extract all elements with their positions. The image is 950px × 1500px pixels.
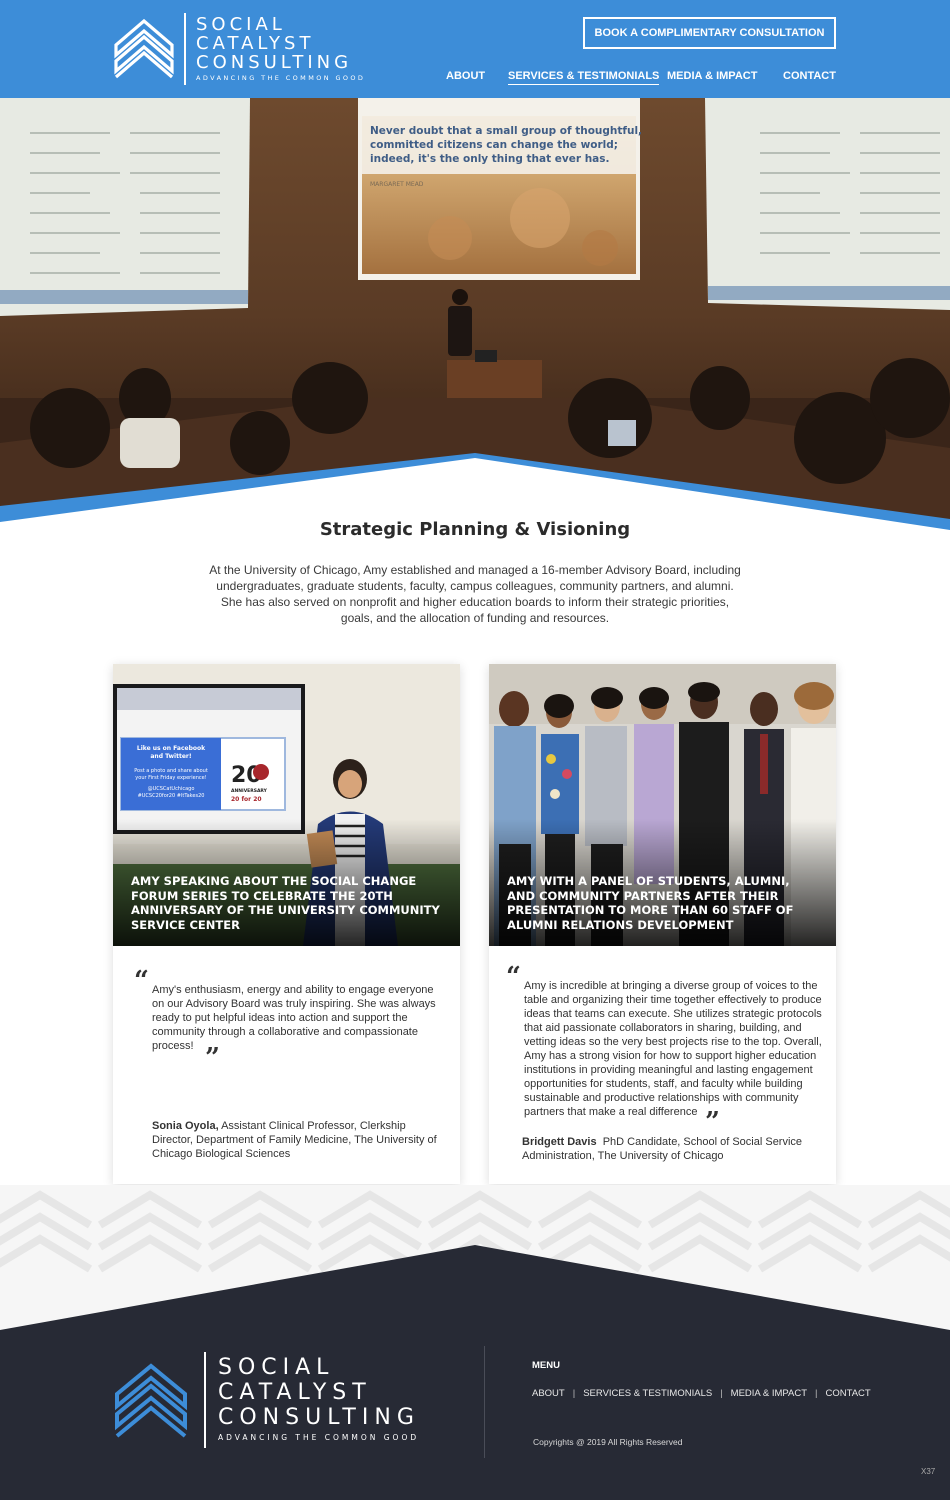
nav-media-impact[interactable]: MEDIA & IMPACT xyxy=(667,70,758,82)
testimonial-card xyxy=(489,664,836,1184)
brand-tagline: ADVANCING THE COMMON GOOD xyxy=(218,1433,420,1442)
menu-separator: | xyxy=(572,1388,576,1399)
nav-about[interactable]: ABOUT xyxy=(446,70,486,82)
author-name: Sonia Oyola, xyxy=(152,1120,219,1132)
right-projection-screen xyxy=(705,98,950,310)
site-header xyxy=(0,0,950,98)
menu-separator: | xyxy=(720,1388,723,1399)
testimonial-quote: Amy's enthusiasm, energy and ability to engage everyone on our Advisory Board was truly inspiring. She was always ready to put helpful ideas into action and support the community through a collaborative and compassionate process! xyxy=(152,984,436,1052)
chevron-logo-icon xyxy=(114,1360,188,1440)
slide-quote-line: committed citizens can change the world; xyxy=(370,139,618,151)
slide-quote-line: Never doubt that a small group of thoughtful, xyxy=(370,125,643,137)
quote-close-icon: ” xyxy=(705,1107,720,1137)
brand-tagline: ADVANCING THE COMMON GOOD xyxy=(196,74,366,82)
card-photo xyxy=(113,664,460,946)
left-projection-screen xyxy=(0,98,250,316)
author-title: Assistant Clinical Professor, Clerkship Director, Department of Family Medicine, The University of Chicago Biological Sciences xyxy=(152,1120,437,1160)
brand-word-catalyst: CATALYST xyxy=(218,1380,372,1405)
brand-word-catalyst: CATALYST xyxy=(196,33,315,54)
footer-logo-divider xyxy=(204,1352,206,1448)
footer-link-contact[interactable]: CONTACT xyxy=(825,1388,871,1399)
brand-word-social: SOCIAL xyxy=(218,1355,335,1380)
quote-close-icon: ” xyxy=(205,1043,220,1073)
lecture-hall-photo xyxy=(0,98,950,534)
footer-menu-title: MENU xyxy=(532,1360,560,1371)
testimonial-author xyxy=(522,1135,822,1163)
testimonial-author xyxy=(152,1119,447,1161)
slide-quote-line: indeed, it's the only thing that ever has. xyxy=(370,153,610,165)
author-name: Bridgett Davis xyxy=(522,1136,597,1148)
section-title: Strategic Planning & Visioning xyxy=(319,519,631,540)
intro-paragraph: At the University of Chicago, Amy established and managed a 16-member Advisory Board, including undergraduates, graduate students, faculty, campus colleagues, community partners, and alumni. She has also served on nonprofit and higher education boards to inform their strategic priorities, goals, and the allocation of funding and resources. xyxy=(209,563,741,625)
speaker-figure xyxy=(452,289,468,305)
quote-open-icon: “ xyxy=(506,962,521,992)
nav-services-testimonials[interactable]: SERVICES & TESTIMONIALS xyxy=(508,70,659,85)
author-title: PhD Candidate, School of Social Service Administration, The University of Chicago xyxy=(522,1136,803,1162)
logo-divider xyxy=(184,13,186,85)
corner-code: X37 xyxy=(921,1467,936,1476)
footer-menu xyxy=(532,1388,871,1399)
book-consultation-button[interactable]: BOOK A COMPLIMENTARY CONSULTATION xyxy=(583,17,836,49)
hero-photo xyxy=(0,98,950,534)
card-photo xyxy=(489,664,836,946)
brand-word-social: SOCIAL xyxy=(196,14,286,35)
footer-divider xyxy=(484,1346,485,1458)
nav-contact[interactable]: CONTACT xyxy=(783,70,836,82)
menu-separator: | xyxy=(815,1388,818,1399)
photo-caption: AMY SPEAKING ABOUT THE SOCIAL CHANGE FORUM SERIES TO CELEBRATE THE 20TH ANNIVERSARY OF THE UNIVERSITY COMMUNITY SERVICE CENTER xyxy=(131,874,440,932)
footer-link-media-impact[interactable]: MEDIA & IMPACT xyxy=(730,1388,808,1399)
footer-link-services-testimonials[interactable]: SERVICES & TESTIMONIALS xyxy=(583,1388,713,1399)
footer-logo[interactable] xyxy=(114,1352,444,1452)
photo-caption: AMY WITH A PANEL OF STUDENTS, ALUMNI, AND COMMUNITY PARTNERS AFTER THEIR PRESENTATION TO MORE THAN 60 STAFF OF ALUMNI RELATIONS DEVELOPMENT xyxy=(507,874,794,932)
brand-word-consulting: CONSULTING xyxy=(218,1405,420,1430)
testimonial-quote: Amy is incredible at bringing a diverse group of voices to the table and organizing their time together effectively to produce ideas that teams can execute. She utilizes strategic protocols that aid passionate collaborators in sharing, building, and vetting ideas so the very best projects rise to the top. Overall, Amy has a strong vision for how to support higher education institutions in providing meaningful and lasting engagement opportunities for students, staff, and faculty while building sustainable and productive relationships with community partners that make a real difference xyxy=(524,980,822,1118)
copyright-text: Copyrights @ 2019 All Rights Reserved xyxy=(533,1437,683,1447)
brand-word-consulting: CONSULTING xyxy=(196,52,353,73)
footer-link-about[interactable]: ABOUT xyxy=(532,1388,565,1399)
brand-logo[interactable] xyxy=(113,13,373,85)
chevron-logo-icon xyxy=(113,17,175,83)
slide-author: MARGARET MEAD xyxy=(370,181,424,188)
testimonial-card xyxy=(113,664,460,1184)
quote-open-icon: “ xyxy=(134,966,149,996)
